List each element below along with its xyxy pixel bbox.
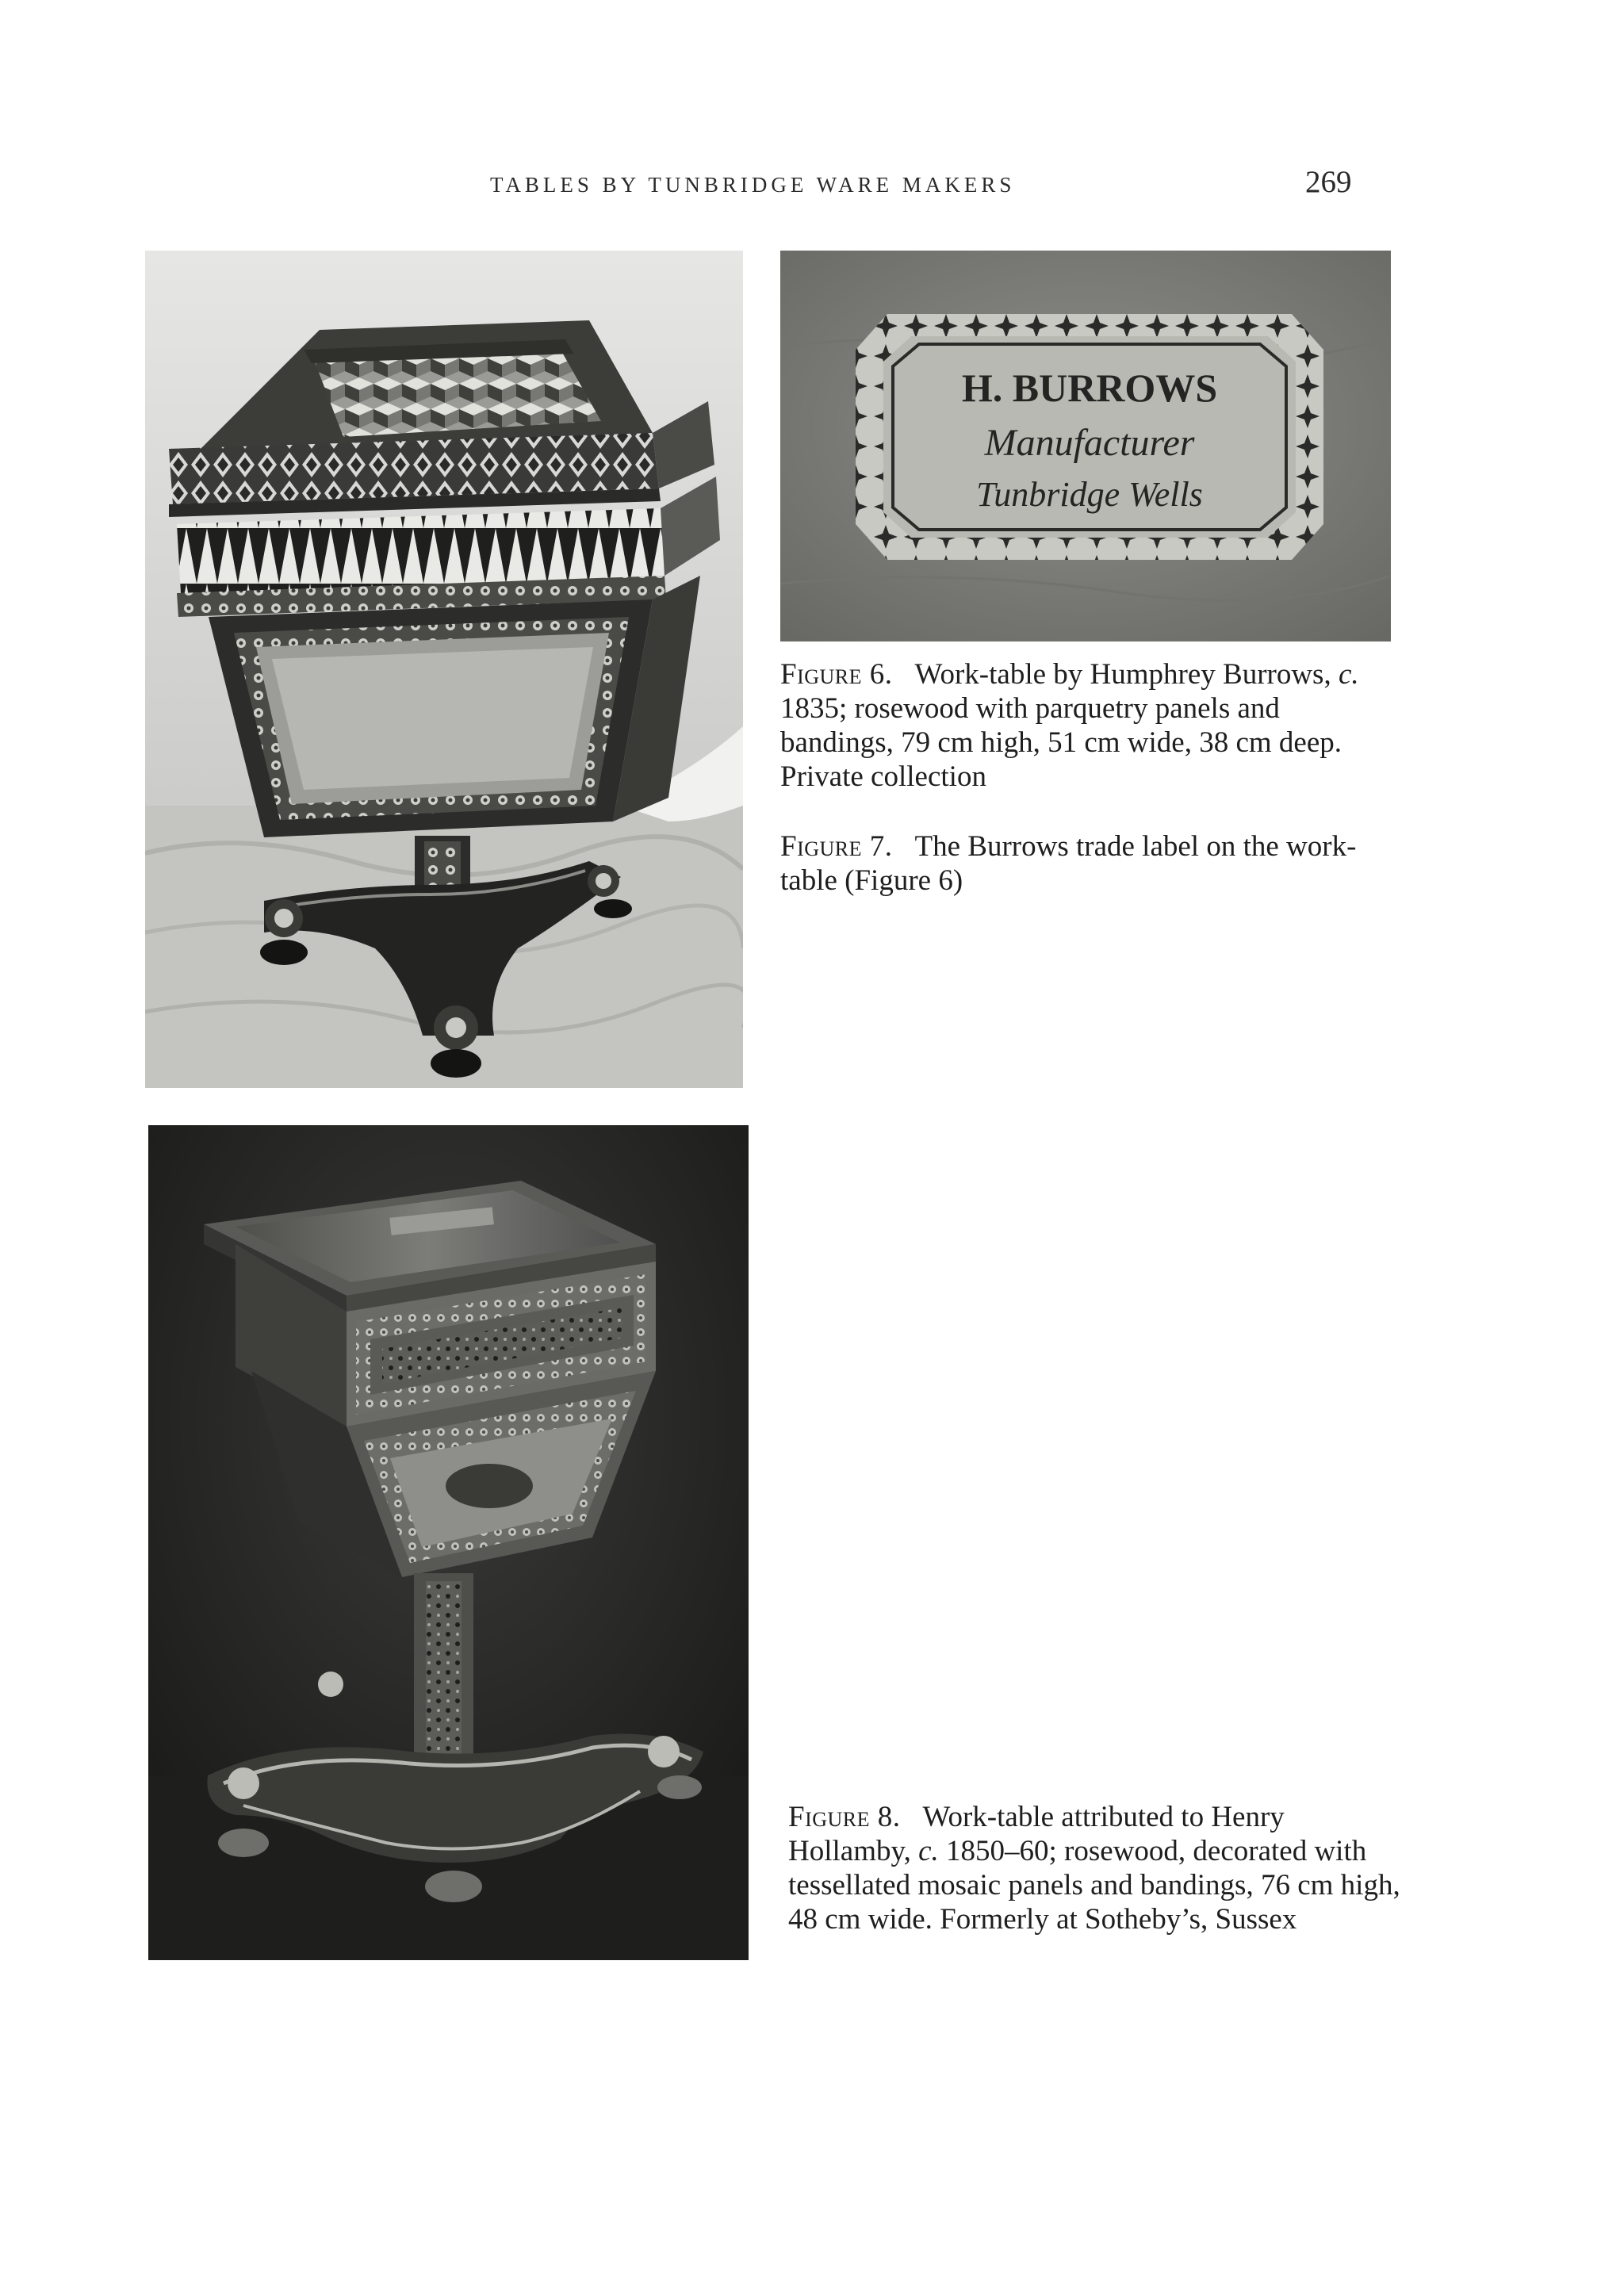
figure-6-caption-text-2: 1835; rosewood with parquetry panels and bandings, 79 cm high, 51 cm wide, 38 cm deep. Private collection bbox=[780, 692, 1342, 793]
label-town-text: Tunbridge Wells bbox=[976, 475, 1203, 514]
figure-8-circa: c. bbox=[918, 1835, 939, 1867]
page-number: 269 bbox=[1305, 165, 1352, 199]
figure-8-label: Figure 8. bbox=[788, 1801, 901, 1833]
figure-6-caption bbox=[780, 657, 1399, 794]
figure-6-label: Figure 6. bbox=[780, 658, 893, 691]
figure-7-caption bbox=[780, 829, 1399, 898]
figure-7-label: Figure 7. bbox=[780, 830, 893, 863]
label-trade-text: Manufacturer bbox=[984, 422, 1195, 464]
figure-8-caption bbox=[788, 1800, 1407, 1936]
figure-8-caption-text-1: Work-table attributed to Henry Hollamby, bbox=[788, 1801, 1285, 1867]
figure-8-photo bbox=[148, 1125, 749, 1960]
figure-6-photo bbox=[145, 251, 743, 1088]
figure-7-photo bbox=[780, 251, 1391, 641]
work-table-hollamby-image bbox=[148, 1125, 749, 1960]
figure-6-caption-text-1: Work-table by Humphrey Burrows, bbox=[914, 658, 1339, 691]
burrows-trade-label-image bbox=[780, 251, 1391, 641]
running-head: TABLES BY TUNBRIDGE WARE MAKERS bbox=[490, 173, 1016, 197]
work-table-burrows-image bbox=[145, 251, 743, 1088]
figure-7-caption-text: The Burrows trade label on the work-table (Figure 6) bbox=[780, 830, 1357, 897]
figure-8-caption-text-2: 1850–60; rosewood, decorated with tessellated mosaic panels and bandings, 76 cm high, 48 cm wide. Formerly at Sotheby’s, Sussex bbox=[788, 1835, 1400, 1936]
figure-6-circa: c. bbox=[1338, 658, 1359, 691]
label-name-text: H. BURROWS bbox=[961, 366, 1218, 410]
